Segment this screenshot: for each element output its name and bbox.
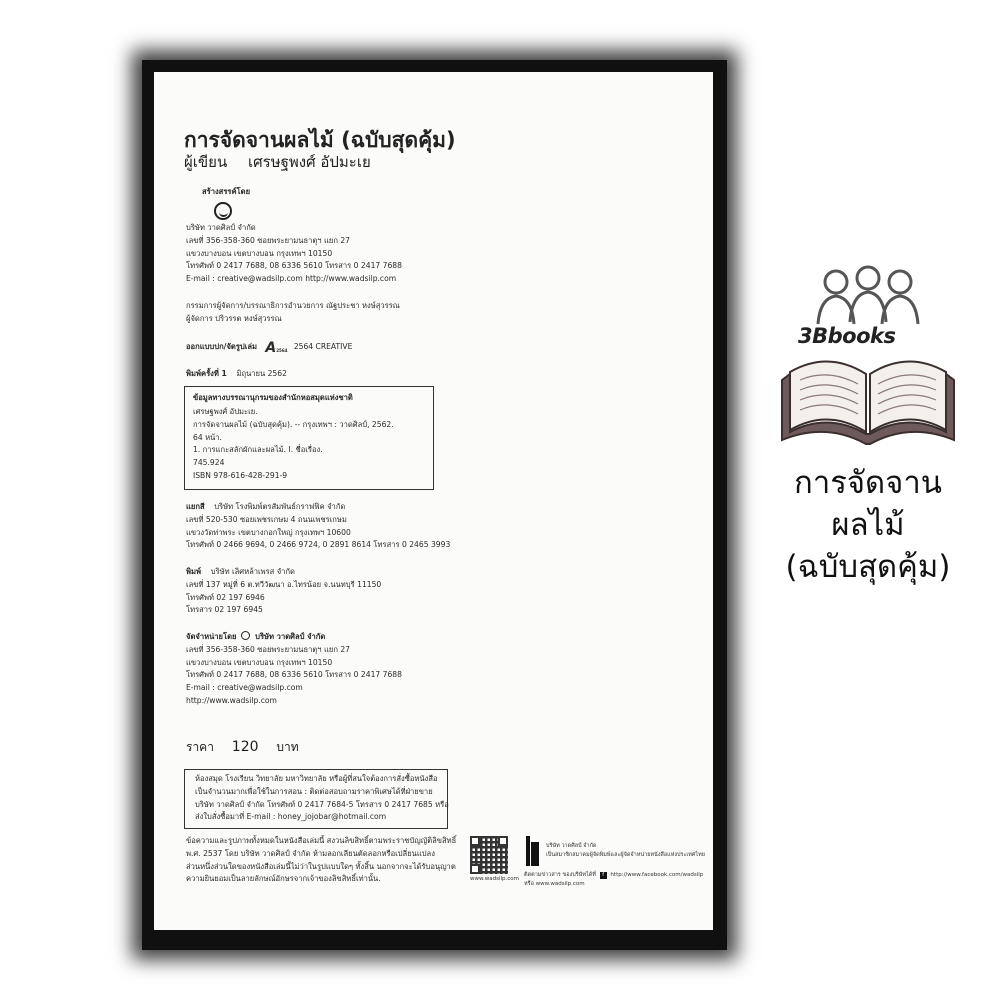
order-box bbox=[184, 769, 448, 829]
creative-logo-icon: A2564 bbox=[265, 340, 288, 356]
side-title-line-1: การจัดจาน bbox=[794, 465, 942, 501]
price-unit: บาท bbox=[276, 740, 299, 754]
design-line bbox=[186, 341, 352, 354]
price-label: ราคา bbox=[186, 740, 214, 754]
price-amount: 120 bbox=[231, 739, 259, 755]
footer-website: หรือ www.wadsilp.com bbox=[524, 881, 585, 887]
cataloging-heading: ข้อมูลทางบรรณานุกรมของสำนักหอสมุดแห่งชาติ bbox=[193, 393, 353, 402]
publisher-footer-logo-icon bbox=[524, 836, 540, 868]
color-separation-block: แยกสี บริษัท โรงพิมพ์ตรสัมพันธ์กราฟฟิค จำกัด เลขที่ 520-530 ซอยเพชรเกษม 4 ถนนเพชรเกษม แขวงวัดท่าพระ เขตบางกอกใหญ่ กรุงเทพฯ 10600 โทรศัพท์ 0 2466 9694, 0 2466 9724, 0 2891 8614 โทรสาร 0 2465 3993 bbox=[186, 502, 451, 550]
side-title-line-3: (ฉบับสุดคุ้ม) bbox=[785, 549, 951, 585]
price-line bbox=[186, 738, 313, 757]
staff-block: กรรมการผู้จัดการ/บรรณาธิการอำนวยการ ณัฐประชา หงษ์สุวรรณ ผู้จัดการ ปริวรรต หงษ์สุวรรณ bbox=[186, 301, 400, 323]
created-by-label: สร้างสรรค์โดย bbox=[202, 187, 251, 196]
distributor-logo-icon bbox=[241, 631, 250, 640]
publisher-block: บริษัท วาดศิลป์ จำกัด เลขที่ 356-358-360 ซอยพระยามนธาตุฯ แยก 27 แขวงบางบอน เขตบางบอน กรุงเทพฯ 10150 โทรศัพท์ 0 2417 7688, 08 6336 5610 โทรสาร 0 2417 7688 E-mail : creative@wadsilp.com http://www.wadsilp.com bbox=[186, 223, 402, 284]
author-name: เศรษฐพงศ์ อัปมะเย bbox=[248, 153, 371, 171]
copyright-notice: ข้อความและรูปภาพทั้งหมดในหนังสือเล่มนี้ สงวนลิขสิทธิ์ตามพระราชบัญญัติลิขสิทธิ์ พ.ศ. 2537 โดย บริษัท วาดศิลป์ จำกัด ห้ามลอกเลียนตัดลอกหรือเปลี่ยนแปลง ส่วนหนึ่งส่วนใดของหนังสือเล่มนี้ไม่ว่าในรูปแบบใดๆ ทั้งสิ้น นอกจากจะได้รับอนุญาต ความยินยอมเป็นลายลักษณ์อักษรจากเจ้าของลิขสิทธิ์เท่านั้น. bbox=[186, 836, 457, 884]
author-line bbox=[184, 150, 371, 174]
footer-contact: ติดตามข่าวสาร ของบริษัทได้ที่ f http://www.facebook.com/wadsilp bbox=[524, 872, 704, 878]
printing-block: พิมพ์ บริษัท เลิศหล้าเพรส จำกัด เลขที่ 137 หมู่ที่ 6 ต.ทวีวัฒนา อ.ไทรน้อย จ.นนทบุรี 11150 โทรศัพท์ 02 197 6946 โทรสาร 02 197 6945 bbox=[186, 567, 382, 615]
order-lines: ห้องสมุด โรงเรียน วิทยาลัย มหาวิทยาลัย หรือผู้ที่สนใจต้องการสั่งซื้อหนังสือ เป็นจำนวนมากเพื่อใช้ในการสอน : ติดต่อสอบถามราคาพิเศษได้ที่ฝ่ายขาย บริษัท วาดศิลป์ จำกัด โทรศัพท์ 0 2417 7684-5 โทรสาร 0 2417 7685 หรือ ส่งใบสั่งซื้อมาที่ E-mail : honey_jojobar@hotmail.com bbox=[195, 774, 449, 822]
qr-code-icon bbox=[470, 836, 508, 874]
edition-line: พิมพ์ครั้งที่ 1 มิถุนายน 2562 bbox=[186, 369, 287, 378]
side-title-line-2: ผลไม้ bbox=[831, 507, 905, 543]
qr-url: www.wadsilp.com bbox=[470, 876, 520, 882]
design-value: 2564 CREATIVE bbox=[293, 342, 353, 351]
distribution-block: จัดจำหน่ายโดย บริษัท วาดศิลป์ จำกัด เลขที่ 356-358-360 ซอยพระยามนธาตุฯ แยก 27 แขวงบางบอน เขตบางบอน กรุงเทพฯ 10150 โทรศัพท์ 0 2417 7688, 08 6336 5610 โทรสาร 0 2417 7688 E-mail : creative@wadsilp.com http://www.wadsilp.com bbox=[186, 632, 402, 705]
cataloging-lines: เศรษฐพงศ์ อัปมะเย. การจัดจานผลไม้ (ฉบับสุดคุ้ม). -- กรุงเทพฯ : วาดศิลป์, 2562. 64 หน้า. 1. การแกะสลักผักและผลไม้. I. ชื่อเรื่อง. 745.924 ISBN 978-616-428-291-9 bbox=[193, 407, 394, 480]
design-label: ออกแบบปก/จัดรูปเล่ม bbox=[186, 342, 257, 351]
copyright-page bbox=[154, 72, 713, 930]
cataloging-box bbox=[184, 386, 434, 490]
open-book-icon bbox=[778, 262, 958, 452]
brand-logo bbox=[778, 262, 958, 452]
book-title: การจัดจานผลไม้ (ฉบับสุดคุ้ม) bbox=[184, 128, 456, 152]
author-label: ผู้เขียน bbox=[184, 153, 228, 171]
brand-name: 3Bbooks bbox=[798, 324, 896, 348]
footer-member: เป็นสมาชิกสมาคมผู้จัดพิมพ์และผู้จัดจำหน่ายหนังสือแห่งประเทศไทย bbox=[546, 852, 706, 858]
facebook-icon: f bbox=[600, 872, 607, 879]
footer-company: บริษัท วาดศิลป์ จำกัด bbox=[546, 843, 597, 849]
publisher-logo-icon bbox=[214, 202, 232, 220]
